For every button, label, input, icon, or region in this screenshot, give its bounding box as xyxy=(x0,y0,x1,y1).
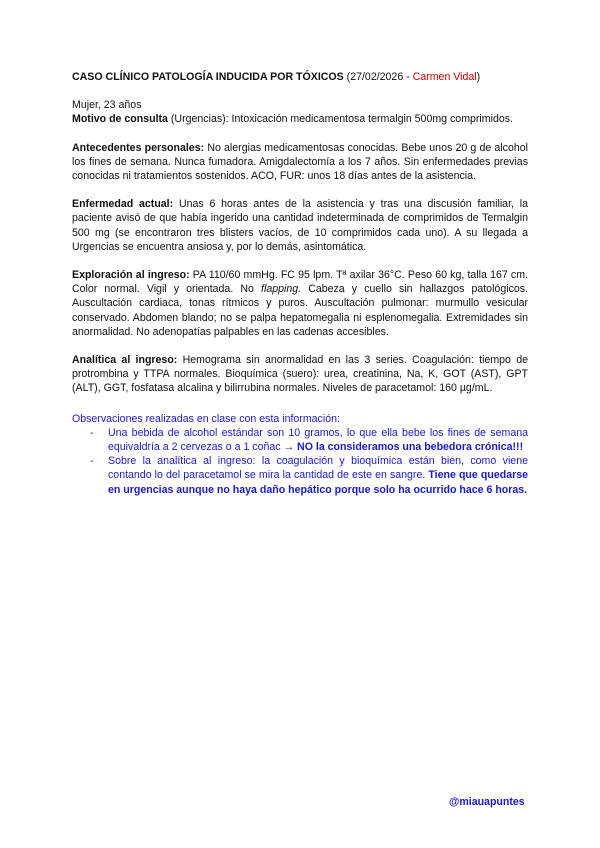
exploracion-text-1: PA 110/60 mmHg. FC 95 lpm. Tª axilar 36°C. Peso 60 kg, talla 167 cm. Color normal. Vigil y orientada. No xyxy=(72,269,529,296)
motivo-label: Motivo de consulta xyxy=(72,113,168,126)
list-item xyxy=(90,454,528,497)
antecedentes-label: Antecedentes personales: xyxy=(72,141,205,154)
bullet-dash: - xyxy=(90,455,94,468)
title-author: Carmen Vidal xyxy=(412,71,477,83)
exploracion-label: Exploración al ingreso: xyxy=(72,269,190,282)
title-main: CASO CLÍNICO PATOLOGÍA INDUCIDA POR TÓXICOS xyxy=(72,71,344,83)
motivo-paragraph xyxy=(72,112,528,126)
observaciones-list xyxy=(72,426,528,497)
patient-info: Mujer, 23 años xyxy=(72,99,142,112)
observacion-1-text: Una bebida de alcohol estándar son 10 gramos, lo que ella bebe los fines de semana equivaldría a 2 cervezas o a 1 coñac → xyxy=(108,426,528,454)
exploracion-italic: flapping. xyxy=(261,283,302,296)
title-date: (27/02/2026 - xyxy=(346,71,410,83)
bullet-dash: - xyxy=(90,426,94,439)
analitica-paragraph xyxy=(72,353,528,396)
document-page xyxy=(72,70,528,497)
enfermedad-text: Unas 6 horas antes de la asistencia y tras una discusión familiar, la paciente avisó de que había ingerido una cantidad indeterminada de comprimidos de Termalgin 500 mg (se encontraron tres blisters vacíos, de 10 comprimidos cada uno). A su llegada a Urgencias se encuentra ansiosa y, por lo demás, asintomática. xyxy=(72,198,528,253)
antecedentes-text: No alergias medicamentosas conocidas. Bebe unos 20 g de alcohol los fines de semana. Nunca fumadora. Amigdalectomía a los 7 años. Sin enfermedades previas conocidas ni tratamientos sostenidos. ACO, FUR: unos 18 días antes de la asistencia. xyxy=(72,141,528,183)
observaciones-heading: Observaciones realizadas en clase con esta información: xyxy=(72,412,340,425)
analitica-text: Hemograma sin anormalidad en las 3 series. Coagulación: tiempo de protrombina y TTPA normales. Bioquímica (suero): urea, creatinina, Na, K, GOT (AST), GPT (ALT), GGT, fosfatasa alcalina y bilirrubina normales. Niveles de paracetamol: 160 µg/mL. xyxy=(72,354,528,395)
document-title xyxy=(72,70,528,84)
observacion-2-bold: Tiene que quedarse en urgencias aunque no haya daño hepático porque solo ha ocurrido hace 6 horas. xyxy=(108,469,528,496)
analitica-label: Analítica al ingreso: xyxy=(72,354,178,367)
list-item xyxy=(90,426,528,454)
observacion-2-text: Sobre la analítica al ingreso: la coagulación y bioquímica están bien, como viene contando lo del paracetamol se mira la cantidad de este en sangre. xyxy=(108,455,528,482)
enfermedad-label: Enfermedad actual: xyxy=(72,198,174,211)
title-close: ) xyxy=(476,71,481,83)
exploracion-paragraph xyxy=(72,268,528,339)
footer-handle: @miauapuntes xyxy=(449,796,525,808)
exploracion-text-2: Cabeza y cuello sin hallazgos patológicos. Auscultación cardiaca, tonas rítmicos y puros. Auscultación pulmonar: murmullo vesicular conservado. Abdomen blando; no se palpa hepatomegalia ni esplenomegalia. Extremidades sin anormalidad. No adenopatías palpables en las cadenas accesibles. xyxy=(72,283,528,338)
antecedentes-paragraph xyxy=(72,141,528,184)
motivo-text: (Urgencias): Intoxicación medicamentosa termalgin 500mg comprimidos. xyxy=(170,113,513,126)
enfermedad-paragraph xyxy=(72,197,528,254)
observacion-1-bold: NO la consideramos una bebedora crónica!!! xyxy=(297,441,524,454)
observaciones-section xyxy=(72,412,528,497)
